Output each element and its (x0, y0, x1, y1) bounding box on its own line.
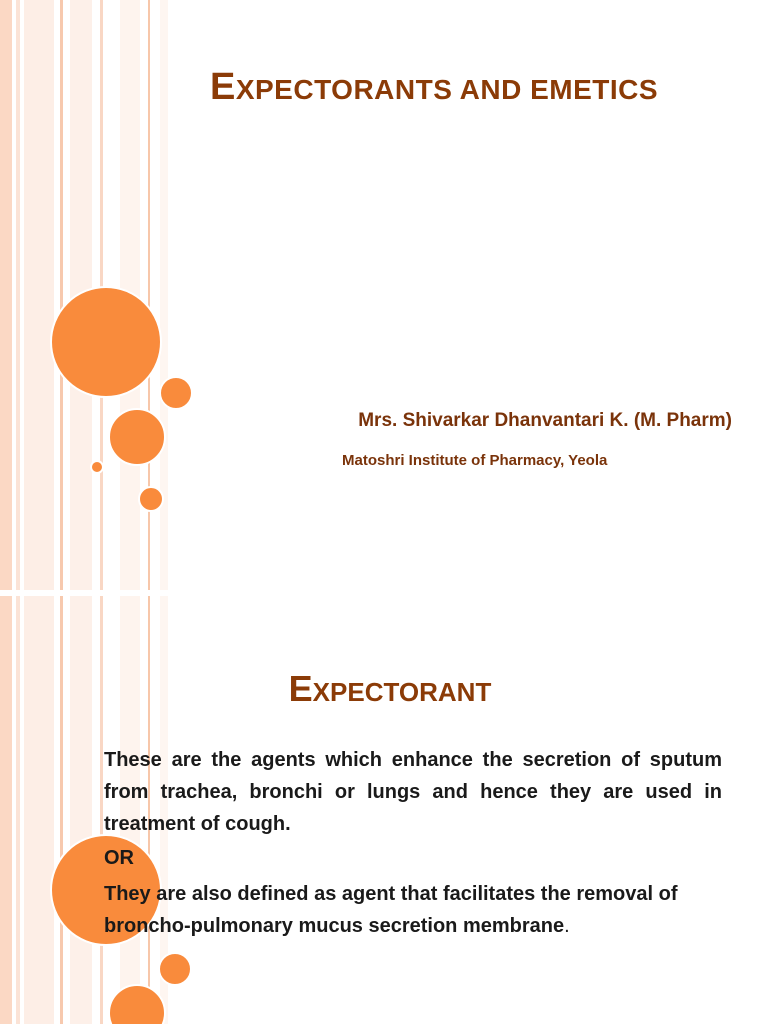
small-circle-decoration (159, 376, 193, 410)
medium-circle-decoration (108, 408, 166, 466)
definition-text: These are the agents which enhance the secretion of sputum from trachea, bronchi or lungs and hence they are used in treatment of cough. (104, 749, 722, 835)
large-circle-decoration (50, 286, 162, 398)
small-circle-decoration-3 (158, 952, 192, 986)
alt-definition-text: They are also defined as agent that facilitates the removal of broncho-pulmonary mucus secretion membrane. (104, 883, 678, 937)
institute-name: Matoshri Institute of Pharmacy, Yeola (342, 452, 608, 469)
small-circle-decoration-2 (138, 486, 164, 512)
section-heading: EXPECTORANT (288, 668, 492, 709)
slide-title: EXPECTORANTS AND EMETICS (209, 66, 659, 108)
or-label: OR (104, 847, 134, 869)
tiny-circle-decoration (90, 460, 104, 474)
content-slide (0, 596, 768, 1024)
author-name: Mrs. Shivarkar Dhanvantari K. (M. Pharm) (358, 410, 732, 431)
